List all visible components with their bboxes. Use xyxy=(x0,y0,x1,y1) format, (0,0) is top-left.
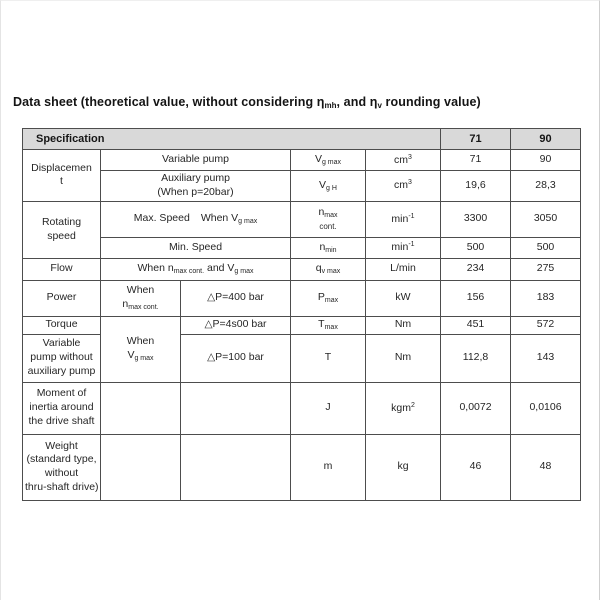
value-71-cell: 3300 xyxy=(441,201,511,237)
value-71-cell: 500 xyxy=(441,237,511,258)
unit-kgm2-cell: kgm$^2$ xyxy=(366,382,441,434)
label-line: thru-shaft drive) xyxy=(25,481,99,494)
desc-line: (When p=20bar) xyxy=(157,185,234,198)
value-90-cell: 3050 xyxy=(511,201,581,237)
label-line: Weight xyxy=(45,439,78,452)
table-header-row xyxy=(23,129,581,150)
value-90-cell: 90 xyxy=(511,150,581,171)
unit-cm3-cell: $cm^3$ xyxy=(366,171,441,202)
flow-condition-cell: When $n_{max cont.}$ and $V_{g max}$ xyxy=(101,258,291,280)
variable-no-aux-label-cell xyxy=(23,334,101,382)
symbol-pmax-cell: $P_{max}$ xyxy=(291,280,366,316)
row-inertia xyxy=(23,382,581,434)
desc-line: Auxiliary pump xyxy=(161,172,230,184)
value-71-cell: 451 xyxy=(441,316,511,334)
unit-nm-cell: Nm xyxy=(366,316,441,334)
unit-cm3-cell: $cm^3$ xyxy=(366,150,441,171)
rotating-speed-label-cell xyxy=(23,201,101,258)
value-90-cell: 28,3 xyxy=(511,171,581,202)
symbol-nmax-cont-cell: $n_{max}$ cont. xyxy=(291,201,366,237)
empty-cell xyxy=(101,434,181,500)
title-eta-v-subscript: v xyxy=(377,101,382,110)
value-90-cell: 143 xyxy=(511,334,581,382)
header-col-71: 71 xyxy=(441,129,511,150)
variable-pump-desc-cell: Variable pump xyxy=(101,150,291,171)
label-line: Rotating xyxy=(41,215,82,228)
power-label-cell: Power xyxy=(23,280,101,316)
weight-label-cell xyxy=(23,434,101,500)
title-text: Data sheet (theoretical value, without considering η xyxy=(13,95,325,109)
title-text: , and η xyxy=(336,95,378,109)
value-71-cell: 234 xyxy=(441,258,511,280)
value-71-cell: 112,8 xyxy=(441,334,511,382)
value-71-cell: 71 xyxy=(441,150,511,171)
value-71-cell: 156 xyxy=(441,280,511,316)
row-torque xyxy=(23,316,581,334)
unit-kw-cell: kW xyxy=(366,280,441,316)
label-line: speed xyxy=(47,229,76,242)
unit-min-cell: $\min^{-1}$ xyxy=(366,237,441,258)
value-90-cell: 183 xyxy=(511,280,581,316)
value-71-cell: 19,6 xyxy=(441,171,511,202)
inertia-label-cell xyxy=(23,382,101,434)
empty-cell xyxy=(181,382,291,434)
header-col-90: 90 xyxy=(511,129,581,150)
symbol-t-cell: T xyxy=(291,334,366,382)
label-line: Moment of xyxy=(36,387,87,400)
value-90-cell: 275 xyxy=(511,258,581,280)
power-when-cell: When $n_{max cont.}$ xyxy=(101,280,181,316)
torque-condition-cell: △P=4s00 bar xyxy=(181,316,291,334)
label-line: the drive shaft xyxy=(28,415,95,428)
displacement-label-cell xyxy=(23,150,101,202)
label-line: without xyxy=(44,467,79,480)
value-90-cell: 0,0106 xyxy=(511,382,581,434)
torque-group-when-cell: When $V_{g max}$ xyxy=(101,316,181,382)
row-auxiliary-pump xyxy=(23,171,581,202)
label-line: inertia around xyxy=(29,401,94,414)
title-eta-mh-subscript: mh xyxy=(324,101,337,110)
row-variable-pump xyxy=(23,150,581,171)
torque-label-cell: Torque xyxy=(23,316,101,334)
power-condition-cell: △P=400 bar xyxy=(181,280,291,316)
label-line: pump without xyxy=(30,351,93,364)
title-text: rounding value) xyxy=(381,95,481,109)
spec-table xyxy=(22,128,581,501)
min-speed-desc-cell: Min. Speed xyxy=(101,237,291,258)
symbol-qvmax-cell: $q_{v max}$ xyxy=(291,258,366,280)
symbol-j-cell: J xyxy=(291,382,366,434)
value-90-cell: 572 xyxy=(511,316,581,334)
symbol-vg-h-cell: $V_{g H}$ xyxy=(291,171,366,202)
label-line: auxiliary pump xyxy=(27,365,96,378)
unit-kg-cell: kg xyxy=(366,434,441,500)
label-line: Displacement xyxy=(31,161,92,188)
value-71-cell: 46 xyxy=(441,434,511,500)
label-line: (standard type, xyxy=(26,453,97,466)
row-max-speed xyxy=(23,201,581,237)
max-speed-desc-cell: Max. Speed When $V_{g max}$ xyxy=(101,201,291,237)
symbol-m-cell: m xyxy=(291,434,366,500)
empty-cell xyxy=(181,434,291,500)
page-title xyxy=(13,95,587,110)
empty-cell xyxy=(101,382,181,434)
row-weight xyxy=(23,434,581,500)
symbol-tmax-cell: $T_{max}$ xyxy=(291,316,366,334)
header-specification: Specification xyxy=(23,129,441,150)
value-71-cell: 0,0072 xyxy=(441,382,511,434)
value-90-cell: 48 xyxy=(511,434,581,500)
row-flow xyxy=(23,258,581,280)
value-90-cell: 500 xyxy=(511,237,581,258)
auxiliary-pump-desc-cell xyxy=(101,171,291,202)
row-min-speed xyxy=(23,237,581,258)
variable-no-aux-condition-cell: △P=100 bar xyxy=(181,334,291,382)
unit-lmin-cell: L/min xyxy=(366,258,441,280)
label-line: Variable xyxy=(42,337,81,350)
row-power xyxy=(23,280,581,316)
symbol-vg-max-cell: $V_{g max}$ xyxy=(291,150,366,171)
unit-nm-cell: Nm xyxy=(366,334,441,382)
symbol-note: cont. xyxy=(319,221,337,231)
flow-label-cell: Flow xyxy=(23,258,101,280)
unit-min-cell: $\min^{-1}$ xyxy=(366,201,441,237)
symbol-nmin-cell: $n_{min}$ xyxy=(291,237,366,258)
